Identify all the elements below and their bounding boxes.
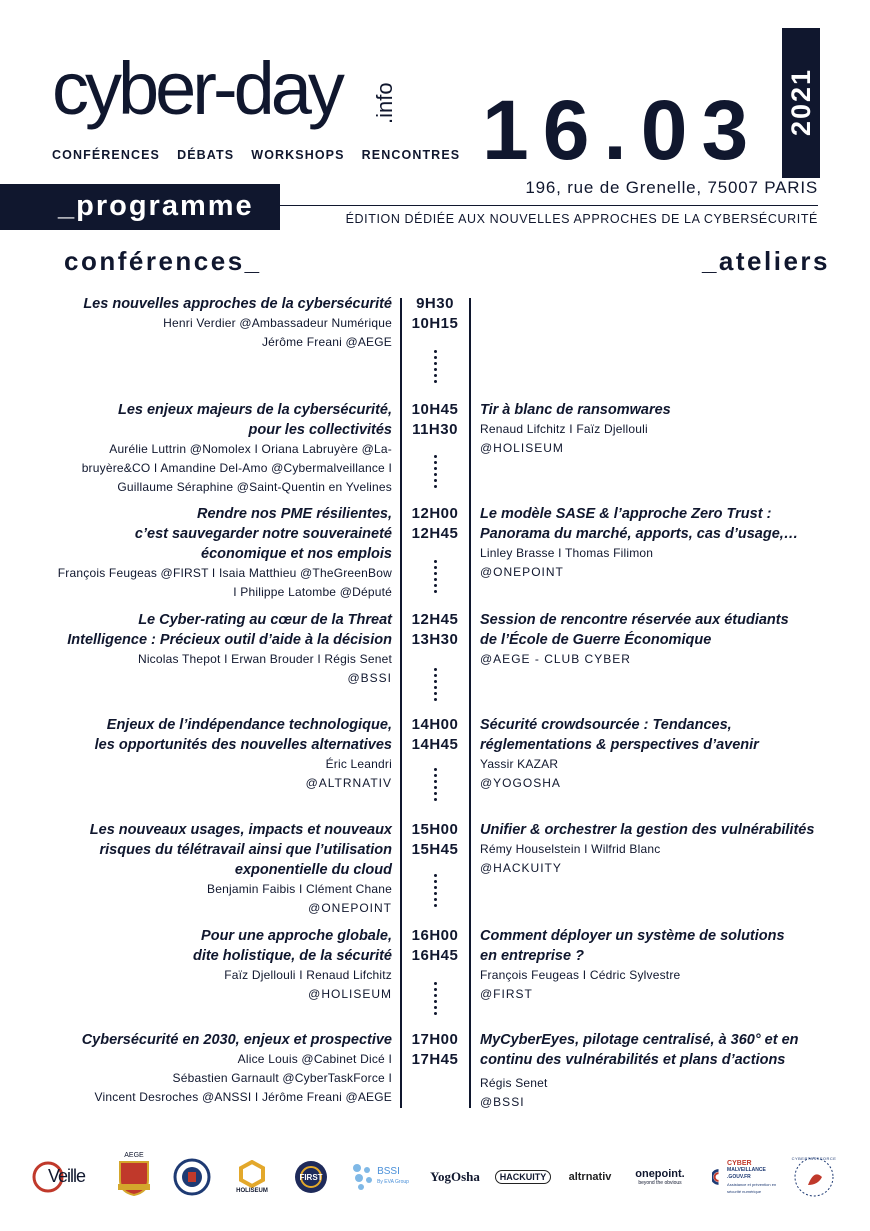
conference-speakers: Nicolas Thepot I Erwan Brouder I Régis Senet xyxy=(137,652,392,666)
atelier-speakers: Régis Senet xyxy=(480,1076,548,1090)
onepoint-logo: onepoint. beyond the obvious xyxy=(635,1168,685,1186)
slot-start-time: 10H45 xyxy=(411,401,459,418)
sponsor-logos xyxy=(0,1152,870,1202)
conference-title: Les enjeux majeurs de la cybersécurité, xyxy=(117,402,392,418)
veille-logo: Veille xyxy=(30,1152,96,1202)
slot-times xyxy=(400,400,470,440)
atelier-block xyxy=(480,820,840,878)
slot-end-time: 11H30 xyxy=(412,421,458,438)
atelier-organization: @HACKUITY xyxy=(480,861,562,875)
slot-start-time: 12H45 xyxy=(411,611,459,628)
cybermalveillance-logo: CYBER MALVEILLANCE .GOUV.FR Assistance et prévention en sécurité numérique xyxy=(712,1152,782,1202)
timeline-dots-icon xyxy=(432,350,438,386)
conference-speakers: Benjamin Faibis I Clément Chane xyxy=(207,882,392,896)
conference-organization: @HOLISEUM xyxy=(308,987,392,1001)
atelier-speakers: Linley Brasse I Thomas Filimon xyxy=(480,546,654,560)
conference-speakers: Éric Leandri xyxy=(325,757,392,771)
conference-title: Pour une approche globale, xyxy=(201,928,392,944)
atelier-organization: @HOLISEUM xyxy=(480,441,564,455)
conference-speakers: bruyère&CO I Amandine Del-Amo @Cybermalveillance I xyxy=(81,461,392,475)
aege-logo: AEGE xyxy=(112,1152,156,1202)
ateliers-heading: _ateliers xyxy=(701,246,830,276)
logo-cyber-day: cyber-day xyxy=(52,47,341,130)
slot-times xyxy=(400,1030,470,1070)
conference-title: c’est sauvegarder notre souveraineté xyxy=(134,526,392,542)
yogosha-logo: YogOsha xyxy=(430,1169,480,1184)
conference-speakers: Sébastien Garnault @CyberTaskForce I xyxy=(172,1071,392,1085)
atelier-organization: @BSSI xyxy=(480,1095,525,1109)
atelier-title: Tir à blanc de ransomwares xyxy=(480,402,671,418)
cybertaskforce-logo: CYBERTASKFORCE xyxy=(792,1152,836,1202)
slot-start-time: 9H30 xyxy=(416,295,454,312)
atelier-block xyxy=(480,400,840,458)
conference-title: Enjeux de l’indépendance technologique, xyxy=(106,717,392,733)
atelier-block xyxy=(480,926,840,1004)
conference-title: risques du télétravail ainsi que l’utilisation xyxy=(99,842,392,858)
atelier-title: de l’École de Guerre Économique xyxy=(480,632,712,648)
atelier-speakers: Rémy Houselstein I Wilfrid Blanc xyxy=(480,842,661,856)
conference-speakers: Jérôme Freani @AEGE xyxy=(261,335,392,349)
conference-block xyxy=(32,400,392,497)
atelier-speakers: François Feugeas I Cédric Sylvestre xyxy=(480,968,681,982)
logo-suffix: .info xyxy=(372,82,397,124)
conference-speakers: Vincent Desroches @ANSSI I Jérôme Freani @AEGE xyxy=(94,1090,392,1104)
conference-title: Intelligence : Précieux outil d’aide à la décision xyxy=(67,632,392,648)
atelier-block xyxy=(480,504,840,582)
slot-times xyxy=(400,294,470,334)
gendarmerie-logo xyxy=(172,1152,212,1202)
atelier-block xyxy=(480,610,840,669)
timeline-dots-icon xyxy=(432,455,438,491)
conference-organization: @BSSI xyxy=(347,671,392,685)
conference-block xyxy=(32,715,392,793)
programme-label: _programme xyxy=(58,190,254,222)
atelier-block xyxy=(480,715,840,793)
slot-times xyxy=(400,610,470,650)
slot-start-time: 15H00 xyxy=(411,821,459,838)
conference-speakers: Faïz Djellouli I Renaud Lifchitz xyxy=(224,968,392,982)
atelier-speakers: Renaud Lifchitz I Faïz Djellouli xyxy=(480,422,648,436)
atelier-speakers: Yassir KAZAR xyxy=(480,757,559,771)
event-year: 2021 xyxy=(786,67,816,137)
atelier-title: Sécurité crowdsourcée : Tendances, xyxy=(480,717,732,733)
atelier-title: Panorama du marché, apports, cas d’usage,… xyxy=(480,526,799,542)
conference-title: les opportunités des nouvelles alternatives xyxy=(94,737,392,753)
slot-start-time: 12H00 xyxy=(411,505,459,522)
atelier-title: Unifier & orchestrer la gestion des vulnérabilités xyxy=(480,822,815,838)
conference-title: Cybersécurité en 2030, enjeux et prospective xyxy=(81,1032,392,1048)
header-rule xyxy=(280,205,818,206)
conference-title: exponentielle du cloud xyxy=(234,862,392,878)
timeline-dots-icon xyxy=(432,982,438,1018)
conference-organization: @ONEPOINT xyxy=(308,901,392,915)
tagline: CONFÉRENCES DÉBATS WORKSHOPS RENCONTRES xyxy=(52,148,461,162)
conference-speakers: François Feugeas @FIRST I Isaia Matthieu @TheGreenBow xyxy=(57,566,392,580)
timeline-dots-icon xyxy=(432,768,438,804)
event-address: 196, rue de Grenelle, 75007 PARIS xyxy=(525,178,818,197)
atelier-title: Session de rencontre réservée aux étudiants xyxy=(480,612,789,628)
atelier-block xyxy=(480,1030,840,1112)
slot-times xyxy=(400,926,470,966)
conference-title: pour les collectivités xyxy=(248,422,392,438)
holiseum-logo: HOLISEUM xyxy=(234,1152,270,1202)
conference-title: économique et nos emplois xyxy=(201,546,392,562)
slot-end-time: 14H45 xyxy=(411,736,459,753)
conference-speakers: Aurélie Luttrin @Nomolex I Oriana Labruyère @La- xyxy=(109,442,392,456)
conference-speakers: Guillaume Séraphine @Saint-Quentin en Yvelines xyxy=(117,480,392,494)
conference-block xyxy=(32,926,392,1004)
slot-start-time: 16H00 xyxy=(411,927,459,944)
slot-end-time: 17H45 xyxy=(411,1051,459,1068)
atelier-title: MyCyberEyes, pilotage centralisé, à 360° et en xyxy=(480,1032,799,1048)
edition-subtitle: ÉDITION DÉDIÉE AUX NOUVELLES APPROCHES DE LA CYBERSÉCURITÉ xyxy=(345,212,818,226)
conference-block xyxy=(32,820,392,918)
slot-end-time: 10H15 xyxy=(411,315,459,332)
slot-end-time: 13H30 xyxy=(411,631,459,648)
atelier-organization: @AEGE - CLUB CYBER xyxy=(480,652,631,666)
slot-times xyxy=(400,820,470,860)
atelier-title: réglementations & perspectives d’avenir xyxy=(480,737,759,753)
conferences-heading: conférences_ xyxy=(64,246,262,276)
timeline-dots-icon xyxy=(432,874,438,910)
event-date: 16.03 xyxy=(482,83,763,177)
atelier-title: en entreprise ? xyxy=(480,948,584,964)
slot-start-time: 14H00 xyxy=(411,716,459,733)
atelier-title: continu des vulnérabilités et plans d’actions xyxy=(480,1052,786,1068)
conference-title: dite holistique, de la sécurité xyxy=(192,948,392,964)
slot-end-time: 15H45 xyxy=(411,841,459,858)
conference-title: Rendre nos PME résilientes, xyxy=(196,506,392,522)
conference-block xyxy=(32,1030,392,1107)
atelier-organization: @ONEPOINT xyxy=(480,565,564,579)
conference-speakers: Alice Louis @Cabinet Dicé I xyxy=(237,1052,392,1066)
atelier-title: Le modèle SASE & l’approche Zero Trust : xyxy=(480,506,772,522)
conference-block xyxy=(32,610,392,688)
timeline-dots-icon xyxy=(432,668,438,704)
slot-start-time: 17H00 xyxy=(411,1031,459,1048)
conference-speakers: Henri Verdier @Ambassadeur Numérique xyxy=(163,316,392,330)
altrnativ-logo: altrnativ xyxy=(568,1171,612,1183)
slot-times xyxy=(400,715,470,755)
atelier-organization: @FIRST xyxy=(480,987,533,1001)
first-logo: FIRST xyxy=(292,1152,330,1202)
conference-title: Le Cyber-rating au cœur de la Threat xyxy=(138,612,392,628)
conference-organization: @ALTRNATIV xyxy=(305,776,392,790)
atelier-title: Comment déployer un système de solutions xyxy=(480,928,785,944)
slot-end-time: 16H45 xyxy=(411,947,459,964)
slot-end-time: 12H45 xyxy=(411,525,459,542)
atelier-organization: @YOGOSHA xyxy=(480,776,561,790)
bssi-logo: BSSI By EVA Group xyxy=(350,1152,410,1202)
conference-title: Les nouvelles approches de la cybersécurité xyxy=(83,296,392,312)
slot-times xyxy=(400,504,470,544)
conference-block xyxy=(32,504,392,602)
timeline-dots-icon xyxy=(432,560,438,596)
conference-title: Les nouveaux usages, impacts et nouveaux xyxy=(89,822,392,838)
conference-block xyxy=(32,294,392,352)
hackuity-logo: HACKUITY xyxy=(498,1152,548,1202)
conference-speakers: I Philippe Latombe @Député xyxy=(233,585,392,599)
